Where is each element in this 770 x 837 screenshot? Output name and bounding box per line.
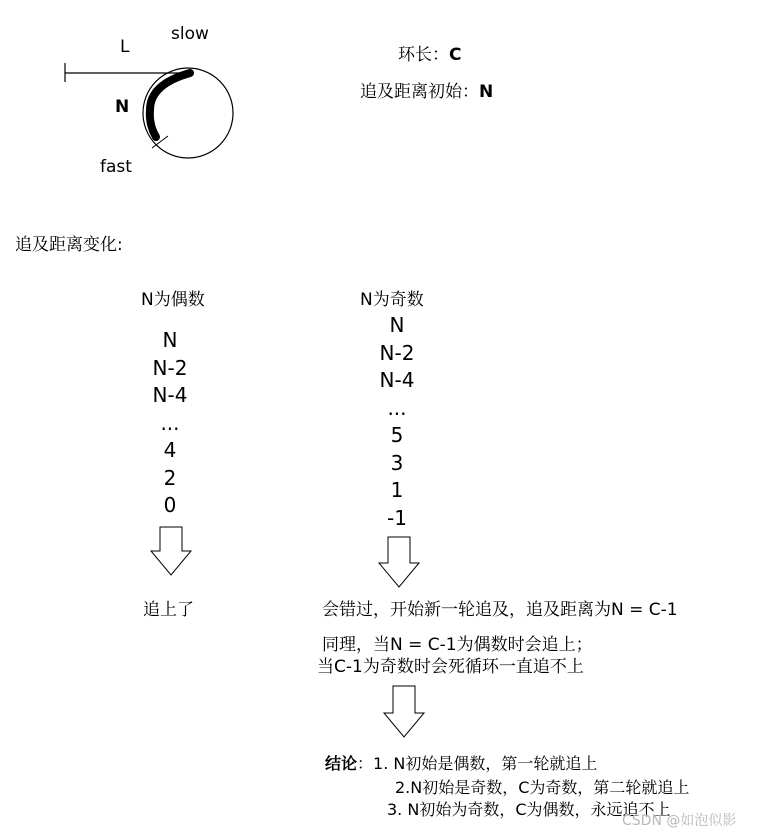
odd-value: N [389,313,405,337]
odd-value: N-4 [379,368,415,392]
even-value: 2 [163,465,177,490]
down-arrow-icon [384,686,424,737]
label-L: L [120,37,130,57]
conclusion-label: 结论 [325,754,358,773]
watermark: CSDN @如泡似影 [622,813,737,829]
initial-distance-label: 追及距离初始： [360,82,479,102]
odd-value: ... [387,395,407,420]
odd-result: 会错过，开始新一轮追及，追及距离为N = C-1 [322,600,678,620]
change-title: 追及距离变化: [15,235,123,255]
even-value: 0 [163,493,177,517]
down-arrow-icon [379,537,419,587]
odd-value: N-2 [379,340,415,365]
label-fast: fast [100,157,132,177]
down-arrow-icon [151,527,191,575]
ring-length-value: C [449,45,462,65]
conclusion-colon: ： [357,754,374,773]
conclusion-item2: 2.N初始是奇数，C为奇数，第二轮就追上 [395,778,690,797]
conclusion-item3: 3. N初始为奇数，C为偶数，永远追不上 [387,800,671,819]
odd-value: 1 [390,478,404,502]
odd-value: 5 [390,423,404,447]
odd-header: N为奇数 [360,290,424,310]
odd-value: -1 [387,505,407,530]
conclusion-line1 [325,751,597,774]
even-value: N-2 [152,355,188,380]
odd-value: 3 [390,450,404,475]
even-value: ... [160,410,180,435]
even-value: N-4 [152,383,188,407]
initial-distance-value: N [479,82,494,102]
even-value: 4 [163,438,177,462]
label-N: N [115,97,130,117]
even-value: N [162,328,178,352]
conclusion-item1: 1. N初始是偶数，第一轮就追上 [373,754,598,773]
ring-length-label: 环长： [398,45,449,65]
same-reason-line1: 同理，当N = C-1为偶数时会追上； [322,635,593,655]
even-result: 追上了 [143,600,194,620]
even-header: N为偶数 [141,290,205,310]
same-reason-line2: 当C-1为奇数时会死循环一直追不上 [317,657,584,677]
label-slow: slow [171,24,209,44]
